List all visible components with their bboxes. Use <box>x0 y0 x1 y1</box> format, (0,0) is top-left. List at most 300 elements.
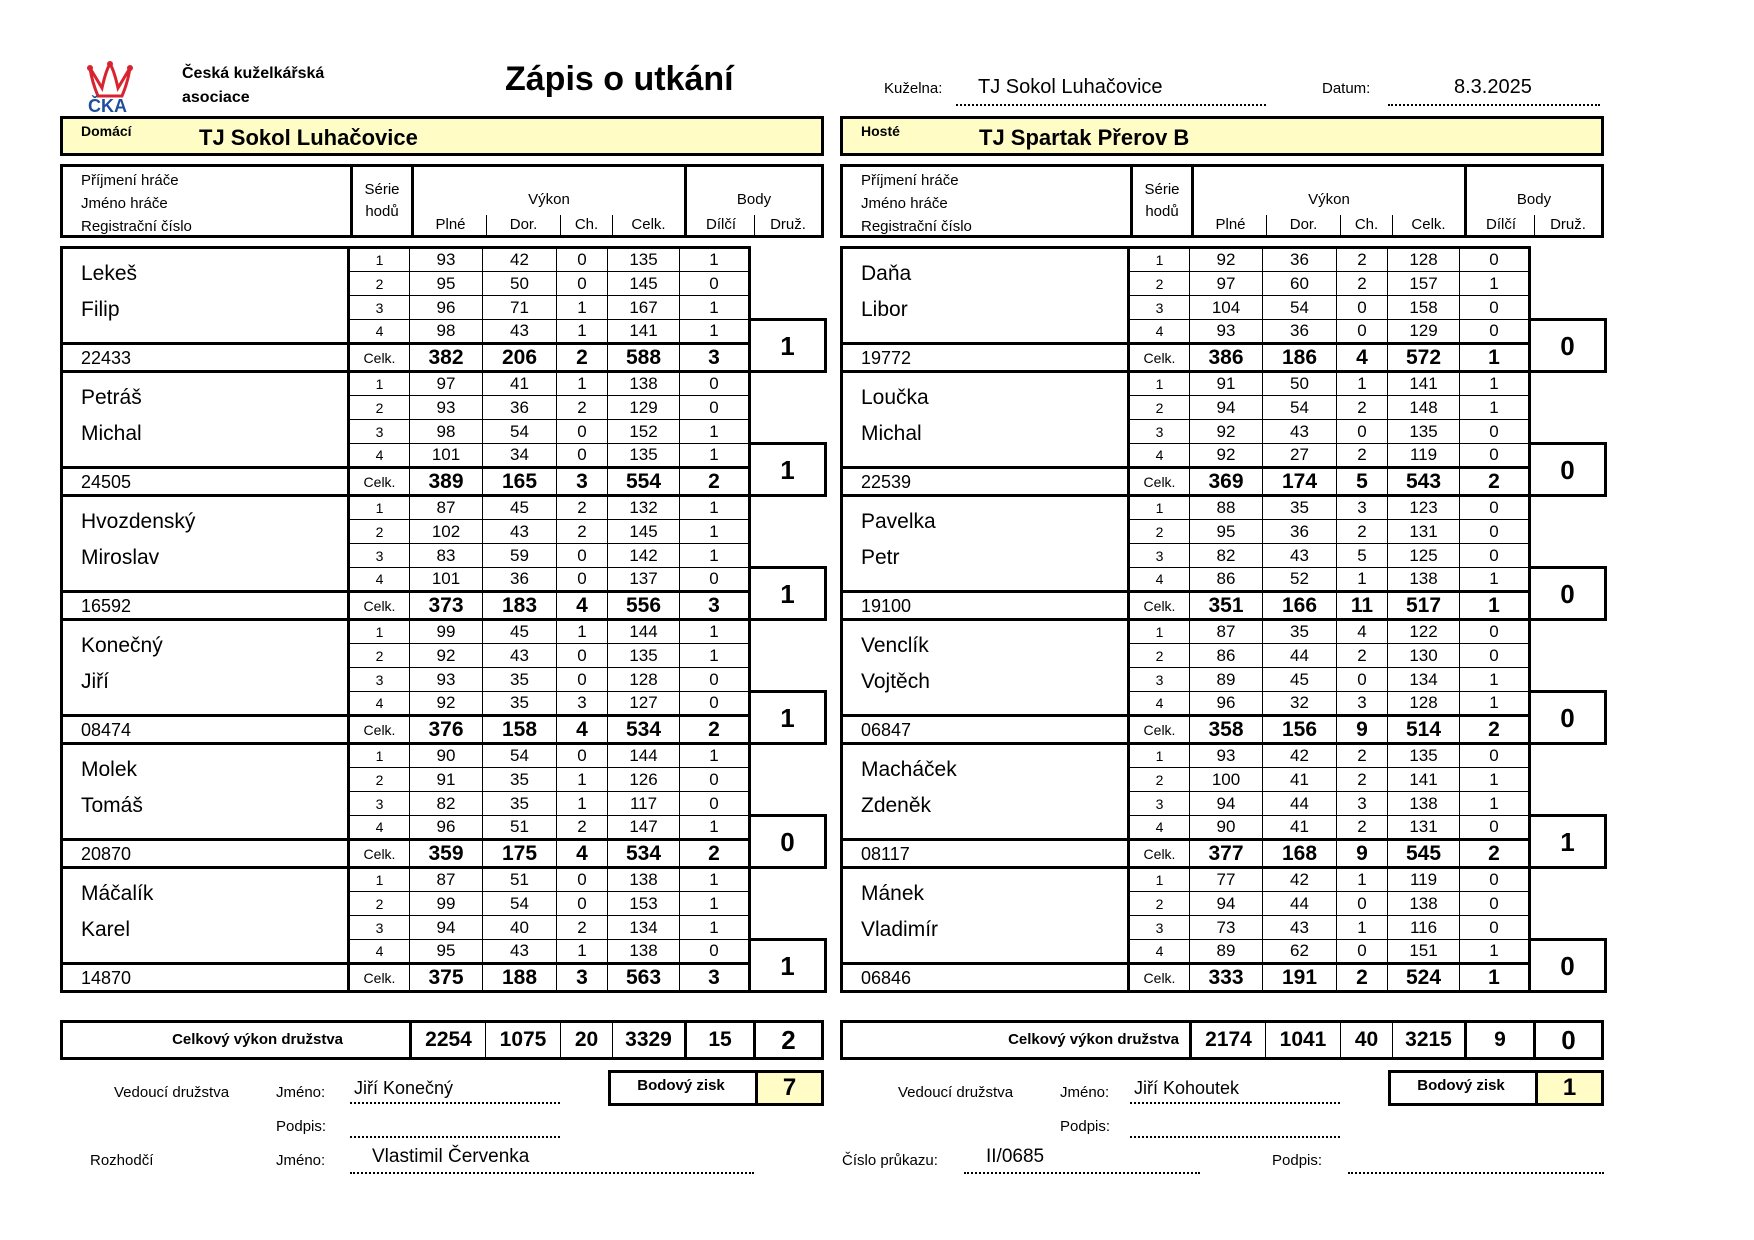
player-total-row <box>62 840 826 868</box>
series-number: 1 <box>349 372 410 396</box>
col-total-label: Celk. <box>1411 216 1446 233</box>
series-clear: 35 <box>483 792 557 816</box>
series-clear: 43 <box>1263 420 1337 444</box>
series-miss: 1 <box>1337 372 1388 396</box>
series-clear: 45 <box>483 620 557 644</box>
series-number: 3 <box>1129 792 1190 816</box>
series-number: 4 <box>1129 816 1190 840</box>
series-miss: 0 <box>557 420 608 444</box>
series-number: 4 <box>349 816 410 840</box>
player-total-row <box>842 592 1606 620</box>
series-partial: 0 <box>1460 296 1530 320</box>
team-total-partial: 15 <box>708 1028 732 1051</box>
series-row <box>62 868 826 892</box>
series-partial: 0 <box>680 692 750 716</box>
col-player-labels <box>81 169 192 238</box>
player-total-full: 333 <box>1190 964 1263 992</box>
series-number: 4 <box>349 444 410 468</box>
player-total-total: 514 <box>1388 716 1460 744</box>
blank-cell <box>750 744 826 816</box>
player-total-clear: 191 <box>1263 964 1337 992</box>
player-total-clear: 166 <box>1263 592 1337 620</box>
series-number: 4 <box>1129 940 1190 964</box>
player-name-cell <box>842 744 1129 840</box>
col-performance-label: Výkon <box>528 191 570 208</box>
player-team-point: 1 <box>750 320 826 372</box>
series-clear: 54 <box>1263 296 1337 320</box>
player-total-partial: 3 <box>680 964 750 992</box>
referee-card-field <box>964 1142 1200 1174</box>
total-label: Celk. <box>1129 716 1190 744</box>
series-partial: 0 <box>1460 744 1530 768</box>
team-total-partial: 9 <box>1494 1028 1506 1051</box>
series-clear: 44 <box>1263 644 1337 668</box>
series-full: 95 <box>1190 520 1263 544</box>
series-partial: 1 <box>680 816 750 840</box>
series-miss: 0 <box>557 868 608 892</box>
player-surname: Daňa <box>861 261 912 285</box>
series-full: 97 <box>410 372 483 396</box>
series-partial: 1 <box>1460 668 1530 692</box>
col-points-label: Body <box>1516 191 1552 208</box>
series-clear: 42 <box>483 248 557 272</box>
series-miss: 0 <box>557 544 608 568</box>
player-reg-number: 20870 <box>62 840 349 868</box>
series-miss: 0 <box>557 568 608 592</box>
player-total-full: 358 <box>1190 716 1263 744</box>
blank-cell <box>1530 372 1606 444</box>
col-clear-label: Dor. <box>509 216 538 233</box>
series-miss: 1 <box>557 768 608 792</box>
col-total-label: Celk. <box>631 216 666 233</box>
player-name-cell <box>62 620 349 716</box>
series-clear: 54 <box>483 892 557 916</box>
home-team-total <box>60 1020 824 1060</box>
series-clear: 35 <box>483 768 557 792</box>
player-total-partial: 2 <box>680 716 750 744</box>
series-full: 91 <box>410 768 483 792</box>
series-miss: 5 <box>1337 544 1388 568</box>
player-total-clear: 158 <box>483 716 557 744</box>
series-row <box>842 372 1606 396</box>
series-full: 93 <box>410 396 483 420</box>
series-partial: 1 <box>680 520 750 544</box>
series-partial: 0 <box>1460 644 1530 668</box>
player-team-point: 0 <box>1530 320 1606 372</box>
player-firstname: Miroslav <box>81 545 160 569</box>
team-total-label: Celkový výkon družstva <box>172 1031 343 1048</box>
series-partial: 0 <box>1460 420 1530 444</box>
player-reg-number: 08117 <box>842 840 1129 868</box>
date-value: 8.3.2025 <box>1454 76 1532 98</box>
player-total-miss: 4 <box>1337 344 1388 372</box>
team-total-clear: 1041 <box>1279 1028 1327 1051</box>
blank-cell <box>750 496 826 568</box>
player-team-point: 0 <box>1530 444 1606 496</box>
away-label: Hosté <box>861 123 900 139</box>
series-total: 144 <box>608 620 680 644</box>
series-total: 138 <box>1388 568 1460 592</box>
total-label: Celk. <box>349 592 410 620</box>
col-firstname-label: Jméno hráče <box>861 195 948 212</box>
series-full: 104 <box>1190 296 1263 320</box>
series-full: 90 <box>410 744 483 768</box>
series-row <box>62 620 826 644</box>
series-number: 2 <box>1129 768 1190 792</box>
total-label: Celk. <box>1129 964 1190 992</box>
player-total-row <box>62 964 826 992</box>
player-surname: Hvozdenský <box>81 509 196 533</box>
series-number: 1 <box>1129 868 1190 892</box>
player-total-row <box>842 840 1606 868</box>
player-total-full: 375 <box>410 964 483 992</box>
home-column-header <box>60 164 824 238</box>
player-total-clear: 188 <box>483 964 557 992</box>
team-total-points: 2 <box>781 1025 796 1055</box>
player-total-full: 376 <box>410 716 483 744</box>
series-clear: 59 <box>483 544 557 568</box>
player-name-cell <box>842 868 1129 964</box>
series-clear: 42 <box>1263 868 1337 892</box>
series-row <box>62 372 826 396</box>
player-name-cell <box>842 248 1129 344</box>
player-total-clear: 174 <box>1263 468 1337 496</box>
series-full: 96 <box>410 816 483 840</box>
col-series-label: Série hodů <box>1144 181 1180 220</box>
player-name-cell <box>62 744 349 840</box>
series-miss: 0 <box>557 272 608 296</box>
player-total-full: 351 <box>1190 592 1263 620</box>
col-surname-label: Příjmení hráče <box>861 172 959 189</box>
series-total: 131 <box>1388 520 1460 544</box>
player-total-total: 588 <box>608 344 680 372</box>
player-firstname: Jiří <box>81 669 109 693</box>
total-label: Celk. <box>349 344 410 372</box>
series-miss: 1 <box>557 372 608 396</box>
series-partial: 1 <box>680 744 750 768</box>
series-number: 2 <box>1129 396 1190 420</box>
player-reg-number: 08474 <box>62 716 349 744</box>
organization-name <box>182 62 362 110</box>
col-points-label: Body <box>736 191 772 208</box>
series-total: 128 <box>608 668 680 692</box>
blank-cell <box>750 248 826 320</box>
player-reg-number: 16592 <box>62 592 349 620</box>
series-total: 138 <box>1388 892 1460 916</box>
series-clear: 43 <box>1263 916 1337 940</box>
series-partial: 1 <box>1460 692 1530 716</box>
series-total: 128 <box>1388 248 1460 272</box>
series-total: 138 <box>608 940 680 964</box>
col-surname-label: Příjmení hráče <box>81 172 179 189</box>
player-team-point: 1 <box>1530 816 1606 868</box>
col-clear-label: Dor. <box>1289 216 1318 233</box>
points-gain-label: Bodový zisk <box>1417 1077 1505 1094</box>
player-reg-number: 19100 <box>842 592 1129 620</box>
series-miss: 1 <box>557 620 608 644</box>
series-number: 2 <box>1129 520 1190 544</box>
series-partial: 1 <box>680 892 750 916</box>
player-total-row <box>62 716 826 744</box>
series-partial: 1 <box>1460 940 1530 964</box>
player-name-cell <box>62 868 349 964</box>
player-name-cell <box>62 496 349 592</box>
series-partial: 1 <box>680 248 750 272</box>
col-firstname-label: Jméno hráče <box>81 195 168 212</box>
blank-cell <box>1530 248 1606 320</box>
series-partial: 1 <box>680 496 750 520</box>
player-surname: Macháček <box>861 757 957 781</box>
player-team-point: 0 <box>1530 692 1606 744</box>
player-total-clear: 168 <box>1263 840 1337 868</box>
series-clear: 50 <box>483 272 557 296</box>
series-partial: 1 <box>1460 768 1530 792</box>
series-total: 135 <box>1388 420 1460 444</box>
series-partial: 0 <box>680 940 750 964</box>
col-team-label: Druž. <box>770 216 806 233</box>
series-miss: 1 <box>1337 568 1388 592</box>
series-clear: 52 <box>1263 568 1337 592</box>
col-performance-label: Výkon <box>1308 191 1350 208</box>
series-partial: 0 <box>1460 816 1530 840</box>
series-miss: 3 <box>557 692 608 716</box>
series-miss: 0 <box>1337 320 1388 344</box>
player-total-full: 386 <box>1190 344 1263 372</box>
series-miss: 0 <box>557 644 608 668</box>
series-full: 95 <box>410 940 483 964</box>
series-total: 116 <box>1388 916 1460 940</box>
series-full: 93 <box>1190 320 1263 344</box>
series-full: 87 <box>1190 620 1263 644</box>
series-full: 96 <box>1190 692 1263 716</box>
series-full: 82 <box>1190 544 1263 568</box>
series-full: 93 <box>410 668 483 692</box>
points-gain-value: 1 <box>1535 1073 1601 1103</box>
series-number: 4 <box>349 568 410 592</box>
page-title: Zápis o utkání <box>505 60 734 98</box>
series-full: 89 <box>1190 668 1263 692</box>
series-miss: 1 <box>557 940 608 964</box>
series-partial: 1 <box>680 620 750 644</box>
series-miss: 2 <box>557 396 608 420</box>
player-total-miss: 9 <box>1337 840 1388 868</box>
series-full: 93 <box>1190 744 1263 768</box>
away-signature-field <box>1130 1108 1340 1138</box>
series-clear: 62 <box>1263 940 1337 964</box>
series-partial: 1 <box>680 868 750 892</box>
col-team-label: Druž. <box>1550 216 1586 233</box>
series-number: 3 <box>349 668 410 692</box>
series-number: 3 <box>349 792 410 816</box>
home-label: Domácí <box>81 123 132 139</box>
player-surname: Mánek <box>861 881 925 905</box>
series-clear: 43 <box>483 320 557 344</box>
series-number: 1 <box>1129 496 1190 520</box>
series-clear: 42 <box>1263 744 1337 768</box>
series-clear: 35 <box>483 668 557 692</box>
series-total: 145 <box>608 272 680 296</box>
player-total-partial: 2 <box>1460 468 1530 496</box>
series-total: 123 <box>1388 496 1460 520</box>
series-partial: 0 <box>1460 248 1530 272</box>
series-clear: 41 <box>1263 768 1337 792</box>
series-number: 1 <box>349 868 410 892</box>
player-total-row <box>62 344 826 372</box>
points-gain-label: Bodový zisk <box>637 1077 725 1094</box>
series-partial: 0 <box>1460 544 1530 568</box>
player-total-miss: 11 <box>1337 592 1388 620</box>
away-signature-label: Podpis: <box>1060 1118 1111 1135</box>
series-total: 119 <box>1388 444 1460 468</box>
series-miss: 0 <box>557 892 608 916</box>
team-total-miss: 40 <box>1354 1028 1379 1051</box>
series-total: 135 <box>608 444 680 468</box>
series-miss: 1 <box>557 320 608 344</box>
series-partial: 1 <box>680 420 750 444</box>
player-total-full: 359 <box>410 840 483 868</box>
series-number: 2 <box>1129 272 1190 296</box>
series-full: 99 <box>410 620 483 644</box>
player-team-point: 1 <box>750 568 826 620</box>
player-total-row <box>62 468 826 496</box>
col-partial-label: Dílčí <box>706 216 736 233</box>
series-total: 135 <box>608 248 680 272</box>
series-clear: 41 <box>1263 816 1337 840</box>
series-total: 138 <box>608 868 680 892</box>
series-clear: 40 <box>483 916 557 940</box>
series-total: 122 <box>1388 620 1460 644</box>
player-total-total: 556 <box>608 592 680 620</box>
player-total-row <box>842 964 1606 992</box>
series-full: 92 <box>1190 420 1263 444</box>
series-total: 142 <box>608 544 680 568</box>
player-reg-number: 06846 <box>842 964 1129 992</box>
home-points-gain <box>608 1070 824 1106</box>
series-full: 87 <box>410 496 483 520</box>
series-miss: 2 <box>1337 444 1388 468</box>
series-clear: 34 <box>483 444 557 468</box>
player-team-point: 0 <box>1530 940 1606 992</box>
series-total: 138 <box>1388 792 1460 816</box>
player-total-miss: 5 <box>1337 468 1388 496</box>
series-number: 2 <box>349 396 410 420</box>
venue-label: Kuželna: <box>884 80 943 97</box>
player-firstname: Libor <box>861 297 908 321</box>
series-number: 1 <box>1129 744 1190 768</box>
player-reg-number: 19772 <box>842 344 1129 372</box>
away-captain-label: Vedoucí družstva <box>898 1084 1014 1101</box>
series-full: 94 <box>1190 792 1263 816</box>
blank-cell <box>1530 620 1606 692</box>
player-total-row <box>62 592 826 620</box>
series-total: 126 <box>608 768 680 792</box>
series-partial: 1 <box>1460 792 1530 816</box>
series-partial: 0 <box>1460 520 1530 544</box>
series-full: 98 <box>410 320 483 344</box>
series-miss: 0 <box>1337 892 1388 916</box>
series-miss: 1 <box>557 296 608 320</box>
series-miss: 2 <box>1337 644 1388 668</box>
series-clear: 51 <box>483 816 557 840</box>
series-clear: 51 <box>483 868 557 892</box>
series-number: 2 <box>1129 892 1190 916</box>
series-miss: 0 <box>1337 940 1388 964</box>
player-reg-number: 24505 <box>62 468 349 496</box>
series-number: 1 <box>349 744 410 768</box>
series-partial: 0 <box>1460 620 1530 644</box>
series-number: 1 <box>349 620 410 644</box>
series-total: 117 <box>608 792 680 816</box>
player-total-full: 377 <box>1190 840 1263 868</box>
series-partial: 0 <box>1460 444 1530 468</box>
series-clear: 54 <box>483 420 557 444</box>
series-miss: 3 <box>1337 496 1388 520</box>
series-number: 2 <box>349 644 410 668</box>
referee-card: II/0685 <box>986 1146 1045 1167</box>
series-clear: 44 <box>1263 892 1337 916</box>
player-surname: Loučka <box>861 385 929 409</box>
series-partial: 0 <box>680 668 750 692</box>
series-total: 141 <box>608 320 680 344</box>
player-total-miss: 3 <box>557 964 608 992</box>
series-full: 94 <box>1190 396 1263 420</box>
series-full: 77 <box>1190 868 1263 892</box>
home-captain-name-field <box>350 1074 560 1104</box>
series-full: 86 <box>1190 644 1263 668</box>
player-firstname: Filip <box>81 297 120 321</box>
player-surname: Máčalík <box>81 881 154 905</box>
player-team-point: 1 <box>750 692 826 744</box>
player-total-partial: 2 <box>680 468 750 496</box>
series-number: 1 <box>1129 248 1190 272</box>
series-miss: 2 <box>1337 248 1388 272</box>
referee-signature-label: Podpis: <box>1272 1152 1323 1169</box>
series-number: 3 <box>349 420 410 444</box>
player-total-total: 534 <box>608 716 680 744</box>
total-label: Celk. <box>1129 840 1190 868</box>
player-total-row <box>842 344 1606 372</box>
series-miss: 0 <box>1337 296 1388 320</box>
player-total-total: 534 <box>608 840 680 868</box>
series-clear: 36 <box>483 568 557 592</box>
series-total: 127 <box>608 692 680 716</box>
series-full: 101 <box>410 444 483 468</box>
player-surname: Lekeš <box>81 261 138 285</box>
series-row <box>842 496 1606 520</box>
referee-label: Rozhodčí <box>90 1152 154 1169</box>
series-partial: 0 <box>1460 916 1530 940</box>
player-name-cell <box>842 496 1129 592</box>
series-total: 125 <box>1388 544 1460 568</box>
series-miss: 2 <box>1337 520 1388 544</box>
series-clear: 43 <box>483 644 557 668</box>
series-number: 1 <box>1129 620 1190 644</box>
col-miss-label: Ch. <box>1354 216 1379 233</box>
player-total-miss: 3 <box>557 468 608 496</box>
home-signature-field <box>350 1108 560 1138</box>
player-total-full: 369 <box>1190 468 1263 496</box>
series-full: 96 <box>410 296 483 320</box>
player-surname: Venclík <box>861 633 929 657</box>
player-total-total: 517 <box>1388 592 1460 620</box>
series-total: 152 <box>608 420 680 444</box>
total-label: Celk. <box>349 716 410 744</box>
series-partial: 1 <box>1460 372 1530 396</box>
logo-text: ČKA <box>88 96 127 116</box>
player-team-point: 1 <box>750 444 826 496</box>
series-miss: 3 <box>1337 692 1388 716</box>
series-clear: 35 <box>1263 620 1337 644</box>
